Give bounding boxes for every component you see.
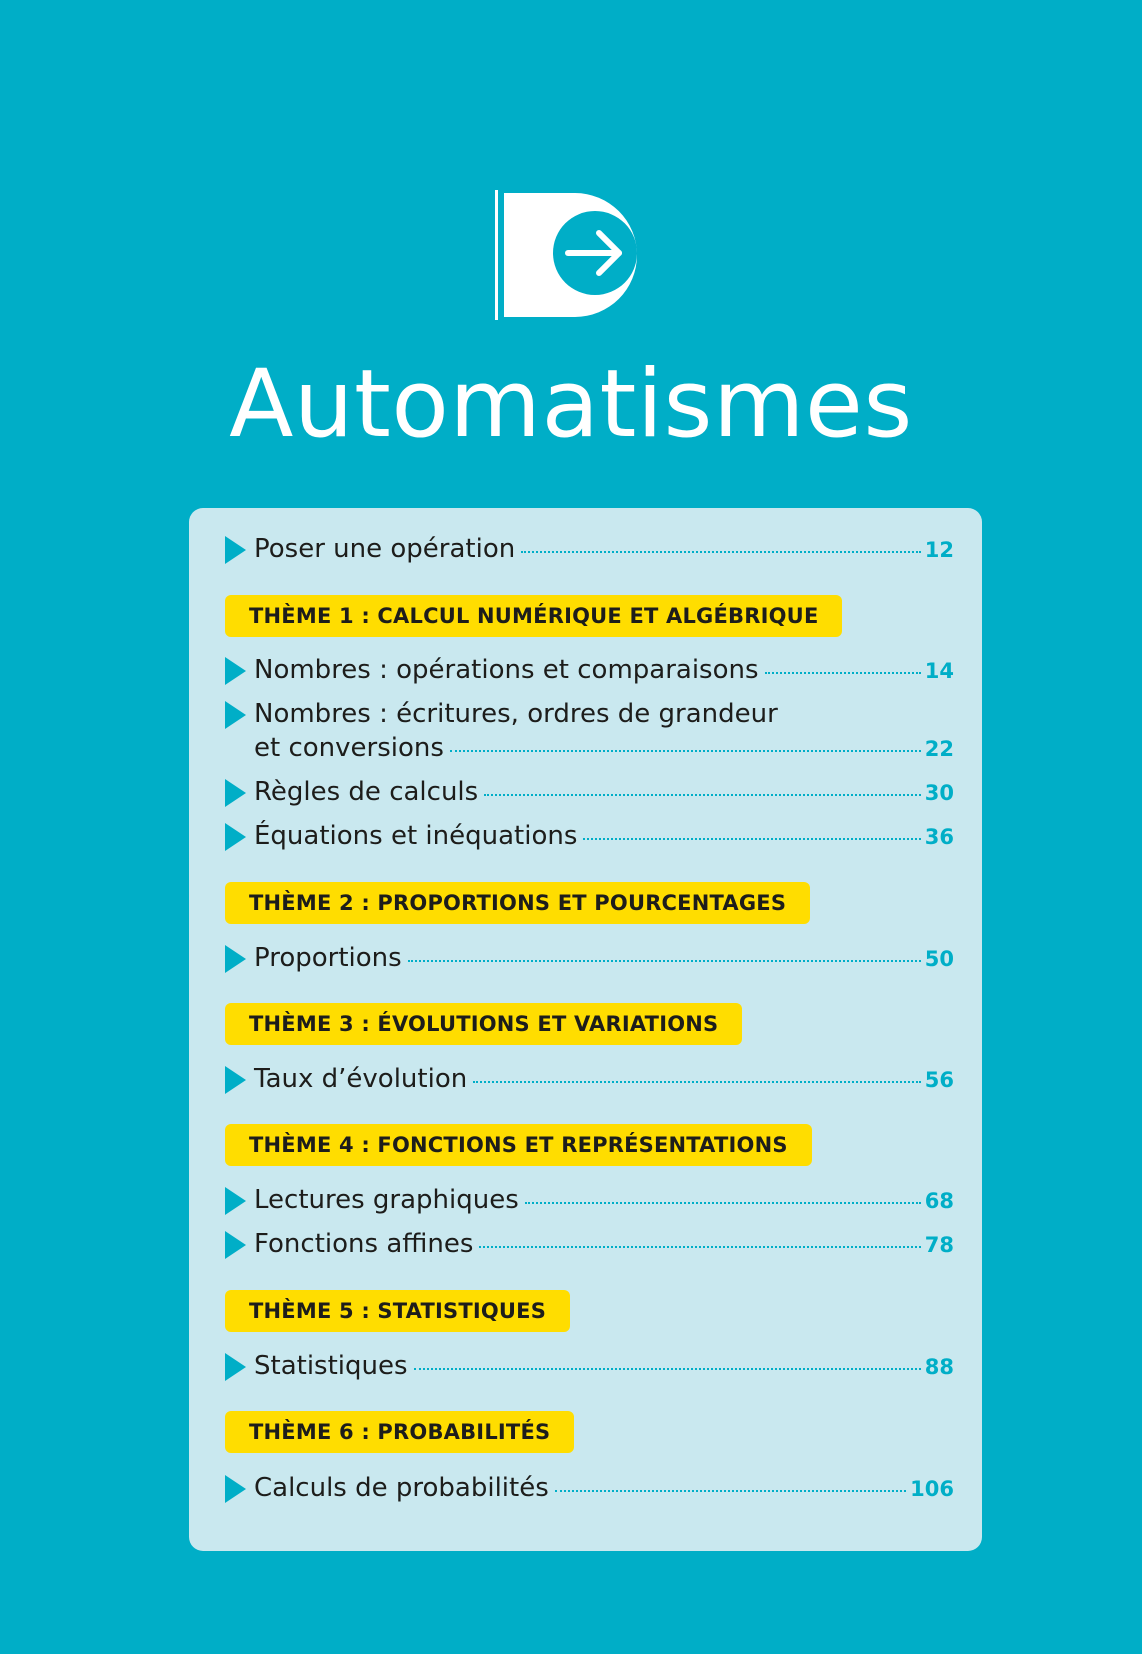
toc-item-poser-une-operation[interactable] bbox=[225, 532, 954, 567]
dot-leader bbox=[555, 1490, 906, 1492]
toc-item-proportions[interactable] bbox=[225, 941, 954, 976]
toc-item-label: Calculs de probabilités bbox=[254, 1473, 549, 1503]
triangle-right-icon bbox=[225, 701, 246, 729]
toc-item-page: 14 bbox=[924, 659, 954, 683]
toc-item-statistiques[interactable] bbox=[225, 1349, 954, 1384]
toc-item-fonctions-affines[interactable] bbox=[225, 1227, 954, 1262]
toc-item-page: 78 bbox=[924, 1233, 954, 1257]
theme-badge-1: THÈME 1 : CALCUL NUMÉRIQUE ET ALGÉBRIQUE bbox=[225, 595, 842, 637]
dot-leader bbox=[450, 750, 921, 752]
toc-item-page: 36 bbox=[924, 825, 954, 849]
theme-badge-4: THÈME 4 : FONCTIONS ET REPRÉSENTATIONS bbox=[225, 1124, 812, 1166]
toc-item-page: 50 bbox=[924, 947, 954, 971]
triangle-right-icon bbox=[225, 536, 246, 564]
theme-badge-3: THÈME 3 : ÉVOLUTIONS ET VARIATIONS bbox=[225, 1003, 742, 1045]
toc-item-label: Proportions bbox=[254, 943, 402, 973]
triangle-right-icon bbox=[225, 1475, 246, 1503]
triangle-right-icon bbox=[225, 823, 246, 851]
toc-item-nombres-operations[interactable] bbox=[225, 653, 954, 688]
toc-item-lectures-graphiques[interactable] bbox=[225, 1183, 954, 1218]
toc-item-page: 88 bbox=[924, 1355, 954, 1379]
triangle-right-icon bbox=[225, 1187, 246, 1215]
toc-item-page: 12 bbox=[924, 538, 954, 562]
triangle-right-icon bbox=[225, 1066, 246, 1094]
toc-item-label: Règles de calculs bbox=[254, 777, 479, 807]
toc-item-page: 68 bbox=[924, 1189, 954, 1213]
toc-item-label: Fonctions affines bbox=[254, 1229, 474, 1259]
theme-badge-6: THÈME 6 : PROBABILITÉS bbox=[225, 1411, 574, 1453]
page-title: Automatismes bbox=[229, 350, 913, 459]
dot-leader bbox=[414, 1368, 921, 1370]
toc-item-label: Poser une opération bbox=[254, 534, 516, 564]
toc-item-taux-evolution[interactable] bbox=[225, 1062, 954, 1097]
toc-item-page: 56 bbox=[924, 1068, 954, 1092]
theme-badge-2: THÈME 2 : PROPORTIONS ET POURCENTAGES bbox=[225, 882, 810, 924]
dot-leader bbox=[583, 838, 920, 840]
triangle-right-icon bbox=[225, 1353, 246, 1381]
triangle-right-icon bbox=[225, 1231, 246, 1259]
theme-badge-5: THÈME 5 : STATISTIQUES bbox=[225, 1290, 570, 1332]
dot-leader bbox=[408, 960, 921, 962]
toc-item-calculs-de-probabilites[interactable] bbox=[225, 1471, 954, 1506]
toc-item-label: Taux d’évolution bbox=[254, 1064, 468, 1094]
toc-item-label-continued: et conversions bbox=[254, 733, 444, 763]
dot-leader bbox=[525, 1202, 921, 1204]
toc-item-regles-de-calculs[interactable] bbox=[225, 775, 954, 810]
toc-item-equations[interactable] bbox=[225, 819, 954, 854]
table-of-contents bbox=[189, 508, 982, 1551]
toc-item-label: Lectures graphiques bbox=[254, 1185, 519, 1215]
dot-leader bbox=[473, 1081, 921, 1083]
toc-item-label: Statistiques bbox=[254, 1351, 408, 1381]
triangle-right-icon bbox=[225, 945, 246, 973]
toc-item-label: Nombres : opérations et comparaisons bbox=[254, 655, 759, 685]
toc-item-page: 22 bbox=[924, 737, 954, 761]
toc-item-label: Nombres : écritures, ordres de grandeur bbox=[254, 699, 778, 729]
toc-item-page: 30 bbox=[924, 781, 954, 805]
toc-item-label: Équations et inéquations bbox=[254, 821, 578, 851]
arrow-circle-right-icon bbox=[495, 190, 645, 320]
dot-leader bbox=[484, 794, 921, 796]
triangle-right-icon bbox=[225, 779, 246, 807]
toc-item-nombres-ecritures[interactable] bbox=[225, 697, 954, 766]
dot-leader bbox=[765, 672, 921, 674]
triangle-right-icon bbox=[225, 657, 246, 685]
dot-leader bbox=[521, 551, 921, 553]
dot-leader bbox=[479, 1246, 920, 1248]
toc-item-page: 106 bbox=[910, 1477, 954, 1501]
